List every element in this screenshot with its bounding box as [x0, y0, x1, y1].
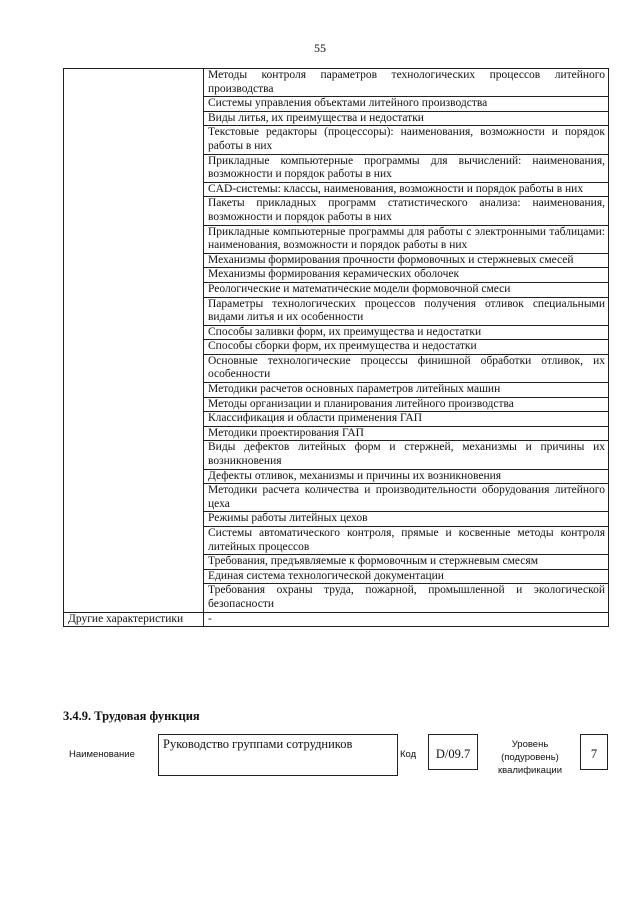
row-label-cell	[64, 383, 204, 398]
knowledge-item: Требования охраны труда, пожарной, промышленной и экологической безопасности	[204, 584, 609, 612]
table-row	[64, 383, 609, 398]
knowledge-item: Прикладные компьютерные программы для вычислений: наименования, возможности и порядок работы в них	[204, 154, 609, 182]
knowledge-item: Методы организации и планирования литейного производства	[204, 397, 609, 412]
qualification-level-label: Уровень (подуровень) квалификации	[497, 739, 563, 776]
table-row	[64, 325, 609, 340]
table-row	[64, 197, 609, 225]
knowledge-item: CAD-системы: классы, наименования, возможности и порядок работы в них	[204, 182, 609, 197]
other-characteristics-value: -	[204, 612, 609, 627]
section-heading: 3.4.9. Трудовая функция	[63, 709, 200, 723]
knowledge-item: Параметры технологических процессов получения отливок специальными видами литья и их особенности	[204, 297, 609, 325]
row-label-cell	[64, 527, 204, 555]
row-label-cell	[64, 297, 204, 325]
row-label-cell	[64, 354, 204, 382]
row-label-cell	[64, 253, 204, 268]
row-label-cell	[64, 282, 204, 297]
table-row	[64, 484, 609, 512]
row-label-cell	[64, 325, 204, 340]
table-row	[64, 97, 609, 112]
table-row	[64, 569, 609, 584]
knowledge-item: Способы заливки форм, их преимущества и недостатки	[204, 325, 609, 340]
row-label-cell	[64, 225, 204, 253]
row-label-cell	[64, 484, 204, 512]
row-label-cell	[64, 340, 204, 355]
row-label-cell	[64, 154, 204, 182]
table-row	[64, 469, 609, 484]
knowledge-item: Методики расчетов основных параметров литейных машин	[204, 383, 609, 398]
knowledge-table-body	[64, 69, 609, 627]
row-label-cell	[64, 197, 204, 225]
other-characteristics-label: Другие характеристики	[64, 612, 204, 627]
knowledge-item: Способы сборки форм, их преимущества и недостатки	[204, 340, 609, 355]
row-label-cell	[64, 469, 204, 484]
knowledge-item: Требования, предъявляемые к формовочным и стержневым смесям	[204, 555, 609, 570]
row-label-cell	[64, 397, 204, 412]
knowledge-item: Классификация и области применения ГАП	[204, 412, 609, 427]
knowledge-item: Единая система технологической документации	[204, 569, 609, 584]
row-label-cell	[64, 412, 204, 427]
table-row	[64, 225, 609, 253]
table-row	[64, 527, 609, 555]
code-label: Код	[400, 749, 417, 760]
table-row	[64, 340, 609, 355]
knowledge-item: Методы контроля параметров технологических процессов литейного производства	[204, 69, 609, 97]
other-characteristics-row	[64, 612, 609, 627]
table-row	[64, 282, 609, 297]
knowledge-item: Пакеты прикладных программ статистического анализа: наименования, возможности и порядок работы в них	[204, 197, 609, 225]
row-label-cell	[64, 584, 204, 612]
table-row	[64, 69, 609, 97]
code-value-box: D/09.7	[428, 734, 478, 770]
row-label-cell	[64, 111, 204, 126]
table-row	[64, 354, 609, 382]
knowledge-item: Основные технологические процессы финишной обработки отливок, их особенности	[204, 354, 609, 382]
row-label-cell	[64, 555, 204, 570]
knowledge-item: Методики расчета количества и производительности оборудования литейного цеха	[204, 484, 609, 512]
row-label-cell	[64, 426, 204, 441]
knowledge-item: Методики проектирования ГАП	[204, 426, 609, 441]
table-row	[64, 441, 609, 469]
name-label: Наименование	[69, 749, 135, 760]
knowledge-item: Прикладные компьютерные программы для работы с электронными таблицами: наименования, возможности и порядок работы в них	[204, 225, 609, 253]
name-value-box: Руководство группами сотрудников	[158, 734, 398, 776]
row-label-cell	[64, 69, 204, 97]
table-row	[64, 111, 609, 126]
table-row	[64, 126, 609, 154]
knowledge-item: Реологические и математические модели формовочной смеси	[204, 282, 609, 297]
row-label-cell	[64, 569, 204, 584]
row-label-cell	[64, 126, 204, 154]
knowledge-item: Виды литья, их преимущества и недостатки	[204, 111, 609, 126]
knowledge-item: Механизмы формирования керамических оболочек	[204, 268, 609, 283]
table-row	[64, 297, 609, 325]
table-row	[64, 555, 609, 570]
knowledge-table	[63, 68, 609, 627]
knowledge-item: Виды дефектов литейных форм и стержней, механизмы и причины их возникновения	[204, 441, 609, 469]
knowledge-item: Текстовые редакторы (процессоры): наименования, возможности и порядок работы в них	[204, 126, 609, 154]
row-label-cell	[64, 441, 204, 469]
qualification-level-box: 7	[580, 734, 608, 770]
knowledge-item: Дефекты отливок, механизмы и причины их возникновения	[204, 469, 609, 484]
row-label-cell	[64, 97, 204, 112]
table-row	[64, 584, 609, 612]
knowledge-item: Режимы работы литейных цехов	[204, 512, 609, 527]
knowledge-item: Системы управления объектами литейного производства	[204, 97, 609, 112]
table-row	[64, 426, 609, 441]
row-label-cell	[64, 268, 204, 283]
table-row	[64, 154, 609, 182]
table-row	[64, 397, 609, 412]
page-number: 55	[314, 41, 326, 55]
knowledge-item: Механизмы формирования прочности формовочных и стержневых смесей	[204, 253, 609, 268]
knowledge-item: Системы автоматического контроля, прямые и косвенные методы контроля литейных процессов	[204, 527, 609, 555]
row-label-cell	[64, 182, 204, 197]
table-row	[64, 182, 609, 197]
table-row	[64, 253, 609, 268]
table-row	[64, 268, 609, 283]
table-row	[64, 512, 609, 527]
table-row	[64, 412, 609, 427]
row-label-cell	[64, 512, 204, 527]
